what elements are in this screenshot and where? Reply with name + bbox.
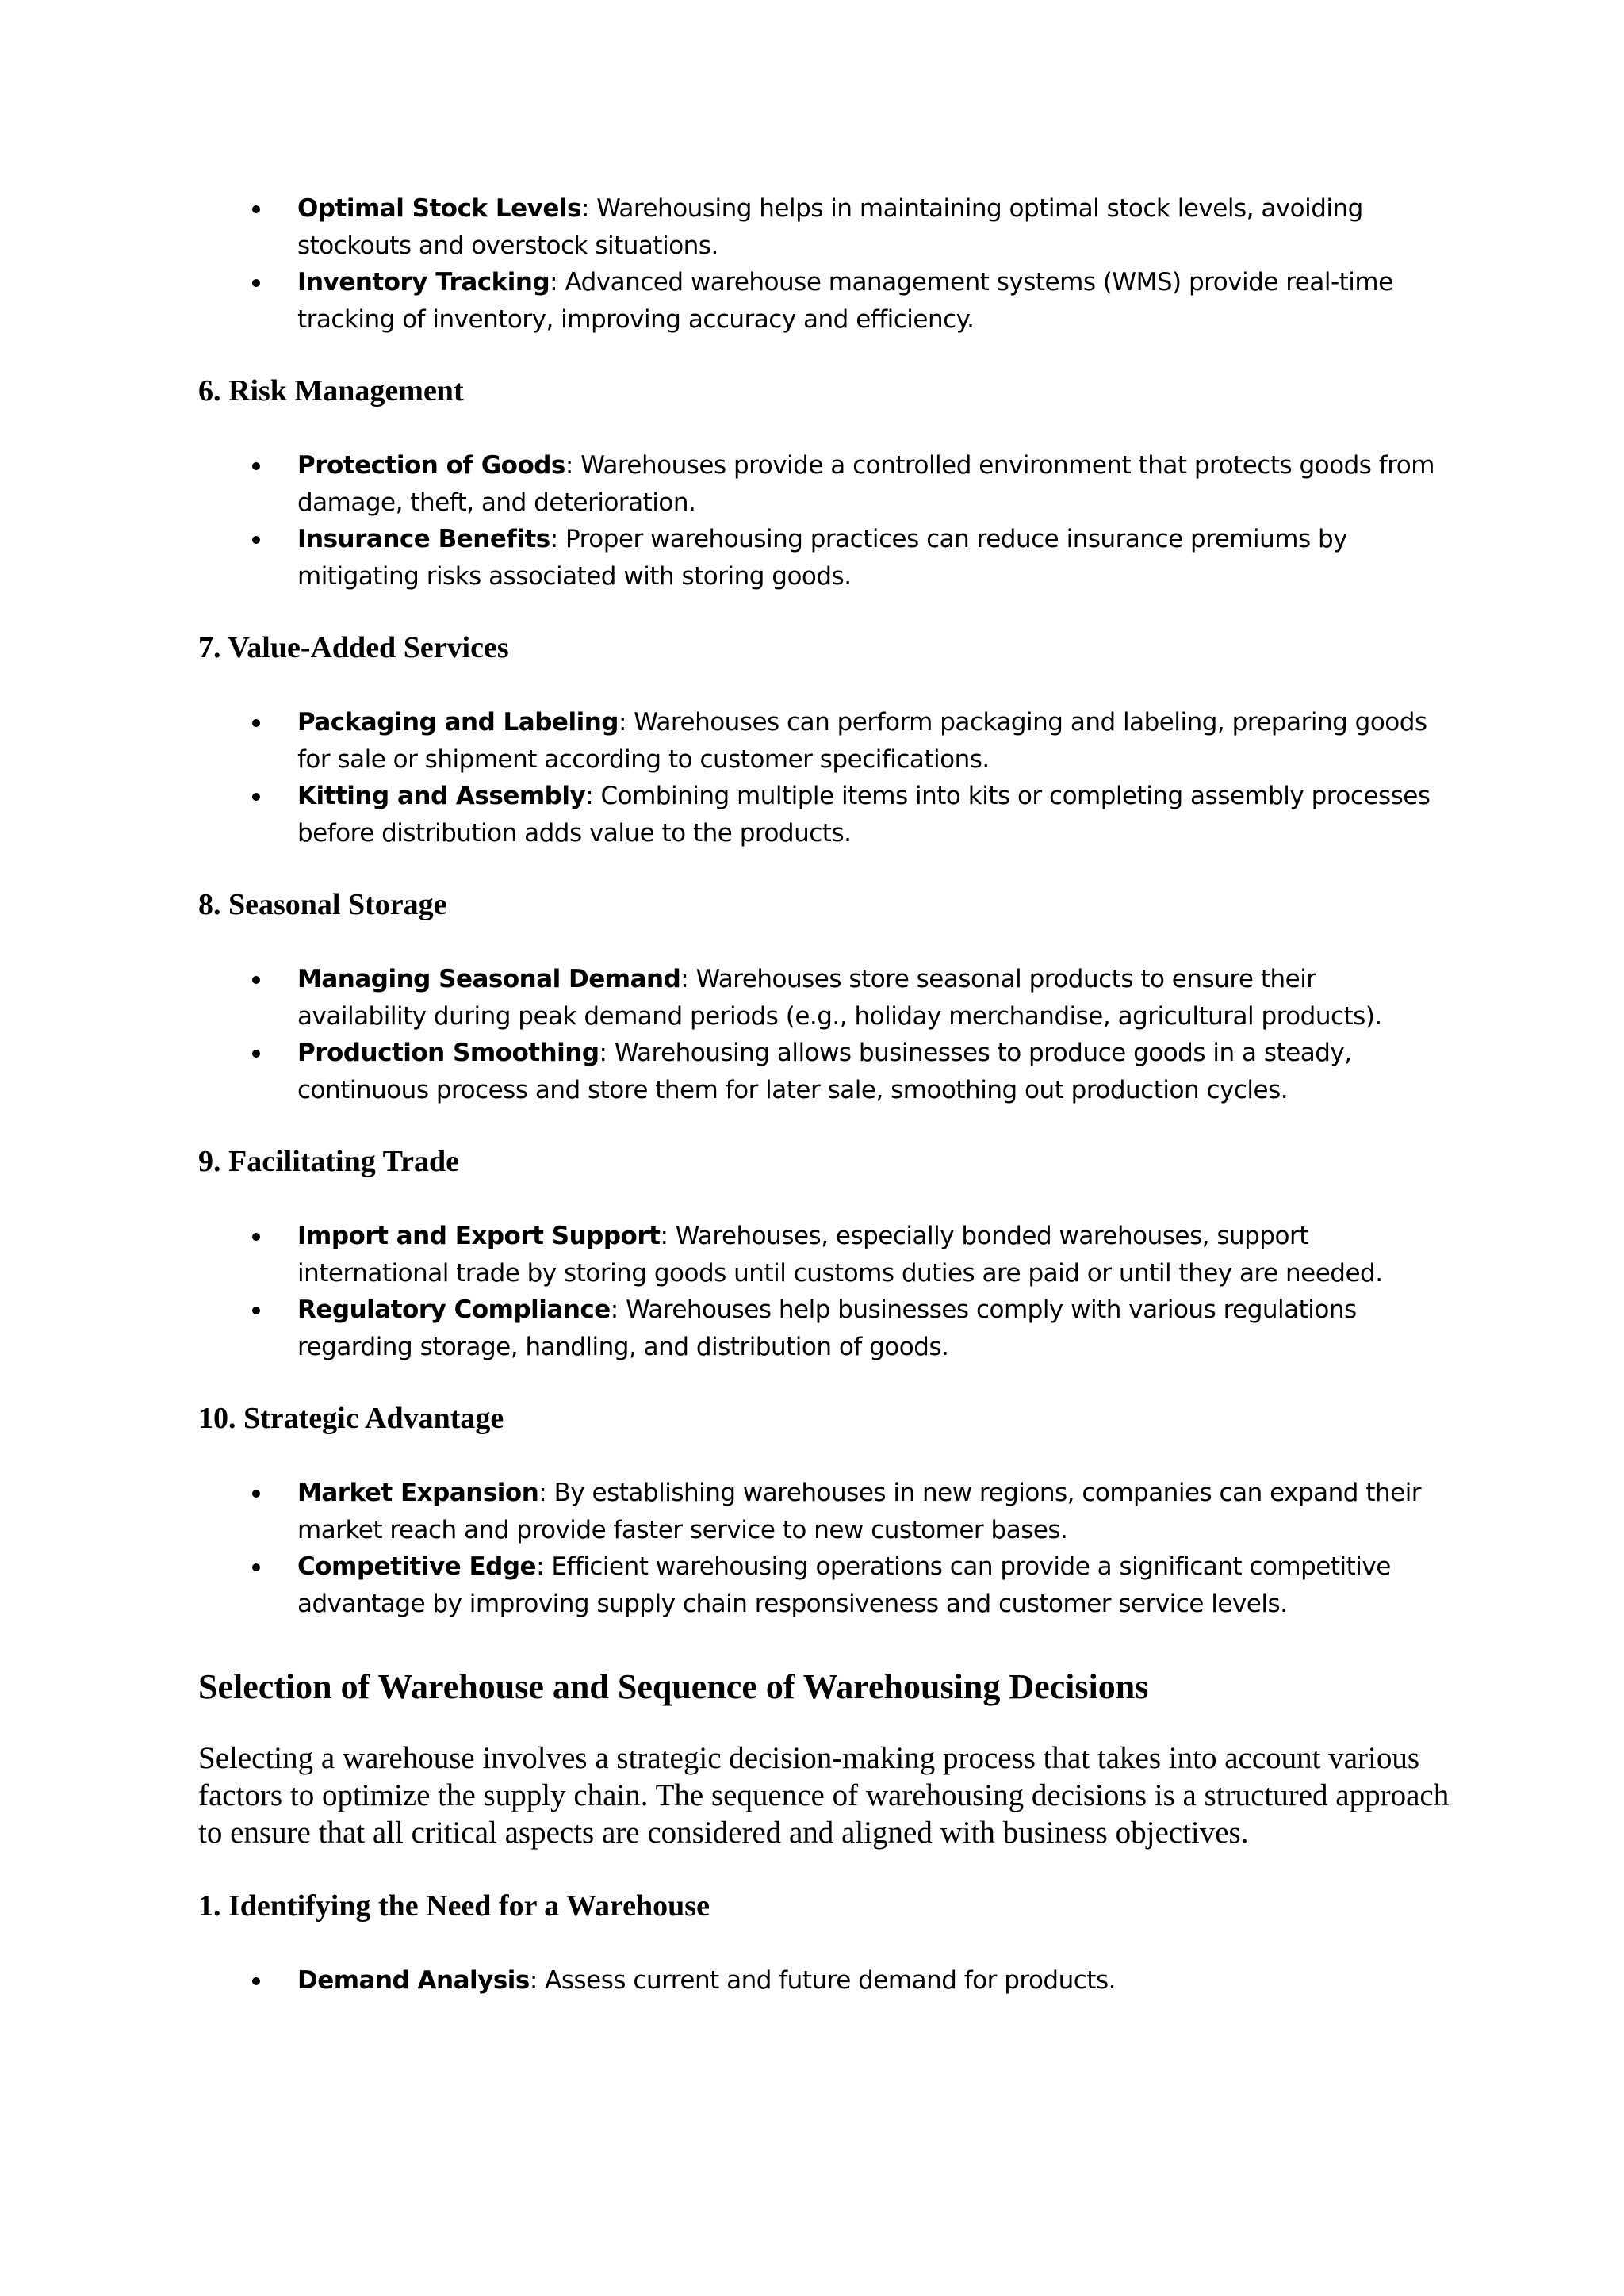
list-item <box>198 1962 1451 1999</box>
list-item-term: Optimal Stock Levels <box>297 194 581 223</box>
list-item-term: Import and Export Support <box>297 1222 661 1250</box>
list-item <box>198 961 1451 1035</box>
section-heading-value-added-services: 7. Value-Added Services <box>198 631 509 664</box>
list-item-text: : Efficient warehousing operations can provide a significant competitive advantage by improving supply chain responsiveness and customer service levels. <box>297 1552 1391 1618</box>
list-item-text: : Proper warehousing practices can reduce insurance premiums by mitigating risks associated with storing goods. <box>297 525 1347 591</box>
section-heading-seasonal-storage: 8. Seasonal Storage <box>198 888 447 921</box>
bullet-list-strategic-advantage <box>198 1475 1451 1622</box>
list-item-term: Production Smoothing <box>297 1039 599 1067</box>
list-item-text: : Warehouses provide a controlled environment that protects goods from damage, theft, and deterioration. <box>297 451 1434 517</box>
intro-paragraph: Selecting a warehouse involves a strategic decision-making process that takes into account various factors to optimize the supply chain. The sequence of warehousing decisions is a structured approach to ensure that all critical aspects are considered and aligned with business objectives. <box>198 1741 1450 1850</box>
list-item <box>198 1035 1451 1108</box>
bullet-icon <box>252 1490 260 1498</box>
bullet-list-seasonal-storage <box>198 961 1451 1108</box>
list-item <box>198 264 1451 338</box>
list-item-term: Regulatory Compliance <box>297 1295 611 1324</box>
bullet-icon <box>252 1977 260 1985</box>
section-heading-strategic-advantage: 10. Strategic Advantage <box>198 1402 504 1435</box>
bullet-icon <box>252 279 260 287</box>
section-heading-facilitating-trade: 9. Facilitating Trade <box>198 1145 459 1178</box>
bullet-list-risk-management <box>198 447 1451 595</box>
bullet-icon <box>252 1233 260 1241</box>
document-page <box>198 190 1451 1999</box>
bullet-list-facilitating-trade <box>198 1218 1451 1365</box>
list-item <box>198 1475 1451 1548</box>
list-item <box>198 1218 1451 1292</box>
list-item <box>198 521 1451 595</box>
list-item-text: : Advanced warehouse management systems (WMS) provide real-time tracking of inventory, improving accuracy and efficiency. <box>297 268 1393 334</box>
list-item-text: : Combining multiple items into kits or completing assembly processes before distribution adds value to the products. <box>297 782 1431 848</box>
list-item <box>198 1548 1451 1622</box>
list-item <box>198 1292 1451 1365</box>
list-item-text: : Warehouses can perform packaging and labeling, preparing goods for sale or shipment according to customer specifications. <box>297 708 1427 774</box>
list-item-text: : Warehousing helps in maintaining optimal stock levels, avoiding stockouts and overstock situations. <box>297 194 1363 260</box>
bullet-icon <box>252 205 260 213</box>
bullet-icon <box>252 719 260 727</box>
list-item-term: Managing Seasonal Demand <box>297 965 681 993</box>
list-item <box>198 704 1451 778</box>
list-item-text: : By establishing warehouses in new regions, companies can expand their market reach and provide faster service to new customer bases. <box>297 1479 1422 1544</box>
list-item-text: : Warehousing allows businesses to produce goods in a steady, continuous process and store them for later sale, smoothing out production cycles. <box>297 1039 1352 1104</box>
list-item <box>198 190 1451 264</box>
list-item-term: Competitive Edge <box>297 1552 537 1581</box>
list-item-term: Market Expansion <box>297 1479 539 1507</box>
bullet-icon <box>252 536 260 544</box>
list-item-text: : Warehouses, especially bonded warehouses, support international trade by storing goods until customs duties are paid or until they are needed. <box>297 1222 1383 1288</box>
section-heading-risk-management: 6. Risk Management <box>198 374 464 408</box>
bullet-icon <box>252 1563 260 1571</box>
bullet-icon <box>252 976 260 984</box>
list-item-term: Kitting and Assembly <box>297 782 586 810</box>
section-heading-identifying-need: 1. Identifying the Need for a Warehouse <box>198 1889 710 1923</box>
list-item-term: Protection of Goods <box>297 451 565 480</box>
bullet-icon <box>252 1307 260 1314</box>
list-item-term: Insurance Benefits <box>297 525 550 553</box>
bullet-icon <box>252 793 260 801</box>
major-heading-warehouse-selection: Selection of Warehouse and Sequence of Warehousing Decisions <box>198 1667 1149 1706</box>
list-item <box>198 447 1451 521</box>
list-item-term: Demand Analysis <box>297 1966 530 1995</box>
bullet-list-value-added-services <box>198 704 1451 851</box>
list-item-term: Inventory Tracking <box>297 268 550 297</box>
bullet-icon <box>252 462 260 470</box>
bullet-list-identifying-need <box>198 1962 1451 1999</box>
list-item-text: : Warehouses help businesses comply with various regulations regarding storage, handling, and distribution of goods. <box>297 1295 1357 1361</box>
list-item-text: : Warehouses store seasonal products to ensure their availability during peak demand periods (e.g., holiday merchandise, agricultural products). <box>297 965 1382 1031</box>
bullet-icon <box>252 1050 260 1058</box>
list-item-term: Packaging and Labeling <box>297 708 619 737</box>
list-item <box>198 778 1451 851</box>
bullet-list-inventory <box>198 190 1451 338</box>
list-item-text: : Assess current and future demand for products. <box>529 1966 1116 1995</box>
